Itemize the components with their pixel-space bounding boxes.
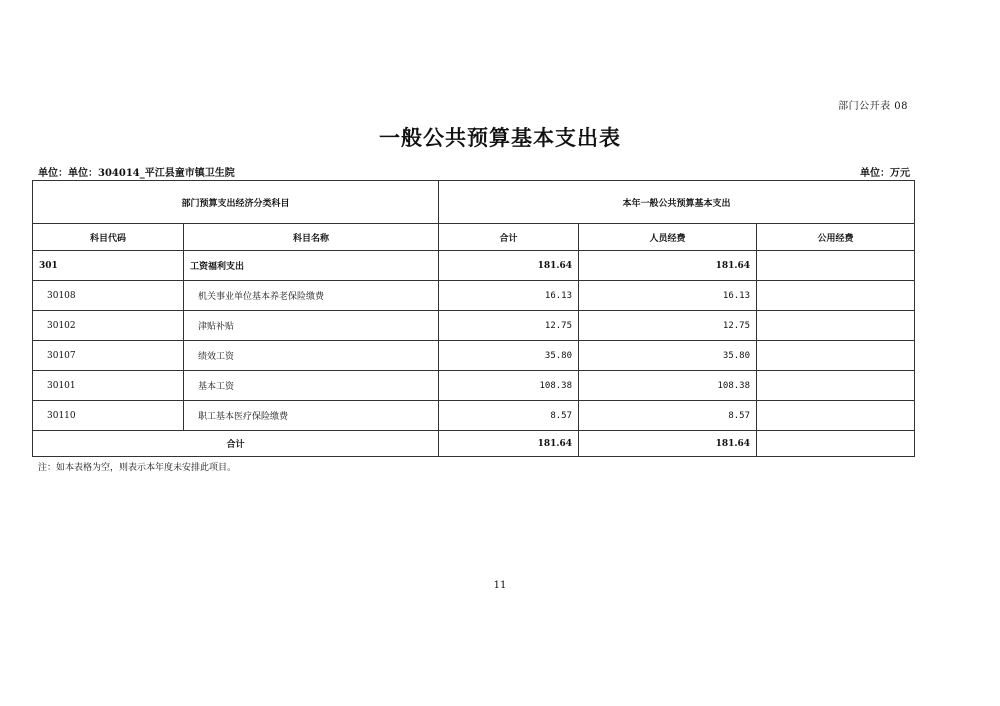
- total-sum: 181.64: [439, 431, 579, 457]
- row-code: 30108: [33, 281, 184, 311]
- table-note: 注：如本表格为空，则表示本年度未安排此项目。: [38, 463, 237, 473]
- row-code: 30101: [33, 371, 184, 401]
- row-name: 基本工资: [184, 371, 439, 401]
- total-personnel: 181.64: [579, 431, 757, 457]
- row-public: [757, 401, 915, 431]
- row-name: 职工基本医疗保险缴费: [184, 401, 439, 431]
- row-public: [757, 311, 915, 341]
- total-row: [33, 431, 915, 457]
- row-personnel: 35.80: [579, 341, 757, 371]
- organization-unit: 单位：单位：304014_平江县童市镇卫生院: [38, 168, 235, 179]
- row-name: 津贴补贴: [184, 311, 439, 341]
- table-row: [33, 341, 915, 371]
- row-total: 8.57: [439, 401, 579, 431]
- page-title: 一般公共预算基本支出表: [379, 125, 621, 150]
- table-row: [33, 251, 915, 281]
- row-personnel: 181.64: [579, 251, 757, 281]
- header-name: 科目名称: [184, 224, 439, 251]
- row-personnel: 16.13: [579, 281, 757, 311]
- row-name: 绩效工资: [184, 341, 439, 371]
- row-total: 16.13: [439, 281, 579, 311]
- header-basic-expenditure: 本年一般公共预算基本支出: [439, 181, 915, 224]
- row-code: 30110: [33, 401, 184, 431]
- header-row-columns: [33, 224, 915, 251]
- row-total: 12.75: [439, 311, 579, 341]
- header-economic-classification: 部门预算支出经济分类科目: [33, 181, 439, 224]
- row-personnel: 8.57: [579, 401, 757, 431]
- row-name: 机关事业单位基本养老保险缴费: [184, 281, 439, 311]
- row-name: 工资福利支出: [184, 251, 439, 281]
- row-public: [757, 371, 915, 401]
- total-label: 合计: [33, 431, 439, 457]
- table-row: [33, 401, 915, 431]
- row-code: 301: [33, 251, 184, 281]
- table-row: [33, 281, 915, 311]
- row-total: 181.64: [439, 251, 579, 281]
- table-row: [33, 311, 915, 341]
- row-personnel: 108.38: [579, 371, 757, 401]
- row-code: 30102: [33, 311, 184, 341]
- header-public: 公用经费: [757, 224, 915, 251]
- money-unit: 单位：万元: [860, 168, 910, 179]
- row-public: [757, 341, 915, 371]
- row-total: 35.80: [439, 341, 579, 371]
- total-public: [757, 431, 915, 457]
- header-row-group: [33, 181, 915, 224]
- header-code: 科目代码: [33, 224, 184, 251]
- row-code: 30107: [33, 341, 184, 371]
- table-row: [33, 371, 915, 401]
- row-public: [757, 251, 915, 281]
- document-code: 部门公开表 08: [838, 101, 908, 112]
- row-total: 108.38: [439, 371, 579, 401]
- header-personnel: 人员经费: [579, 224, 757, 251]
- header-total: 合计: [439, 224, 579, 251]
- row-personnel: 12.75: [579, 311, 757, 341]
- page-number: 11: [493, 580, 507, 591]
- row-public: [757, 281, 915, 311]
- budget-table: [32, 180, 915, 457]
